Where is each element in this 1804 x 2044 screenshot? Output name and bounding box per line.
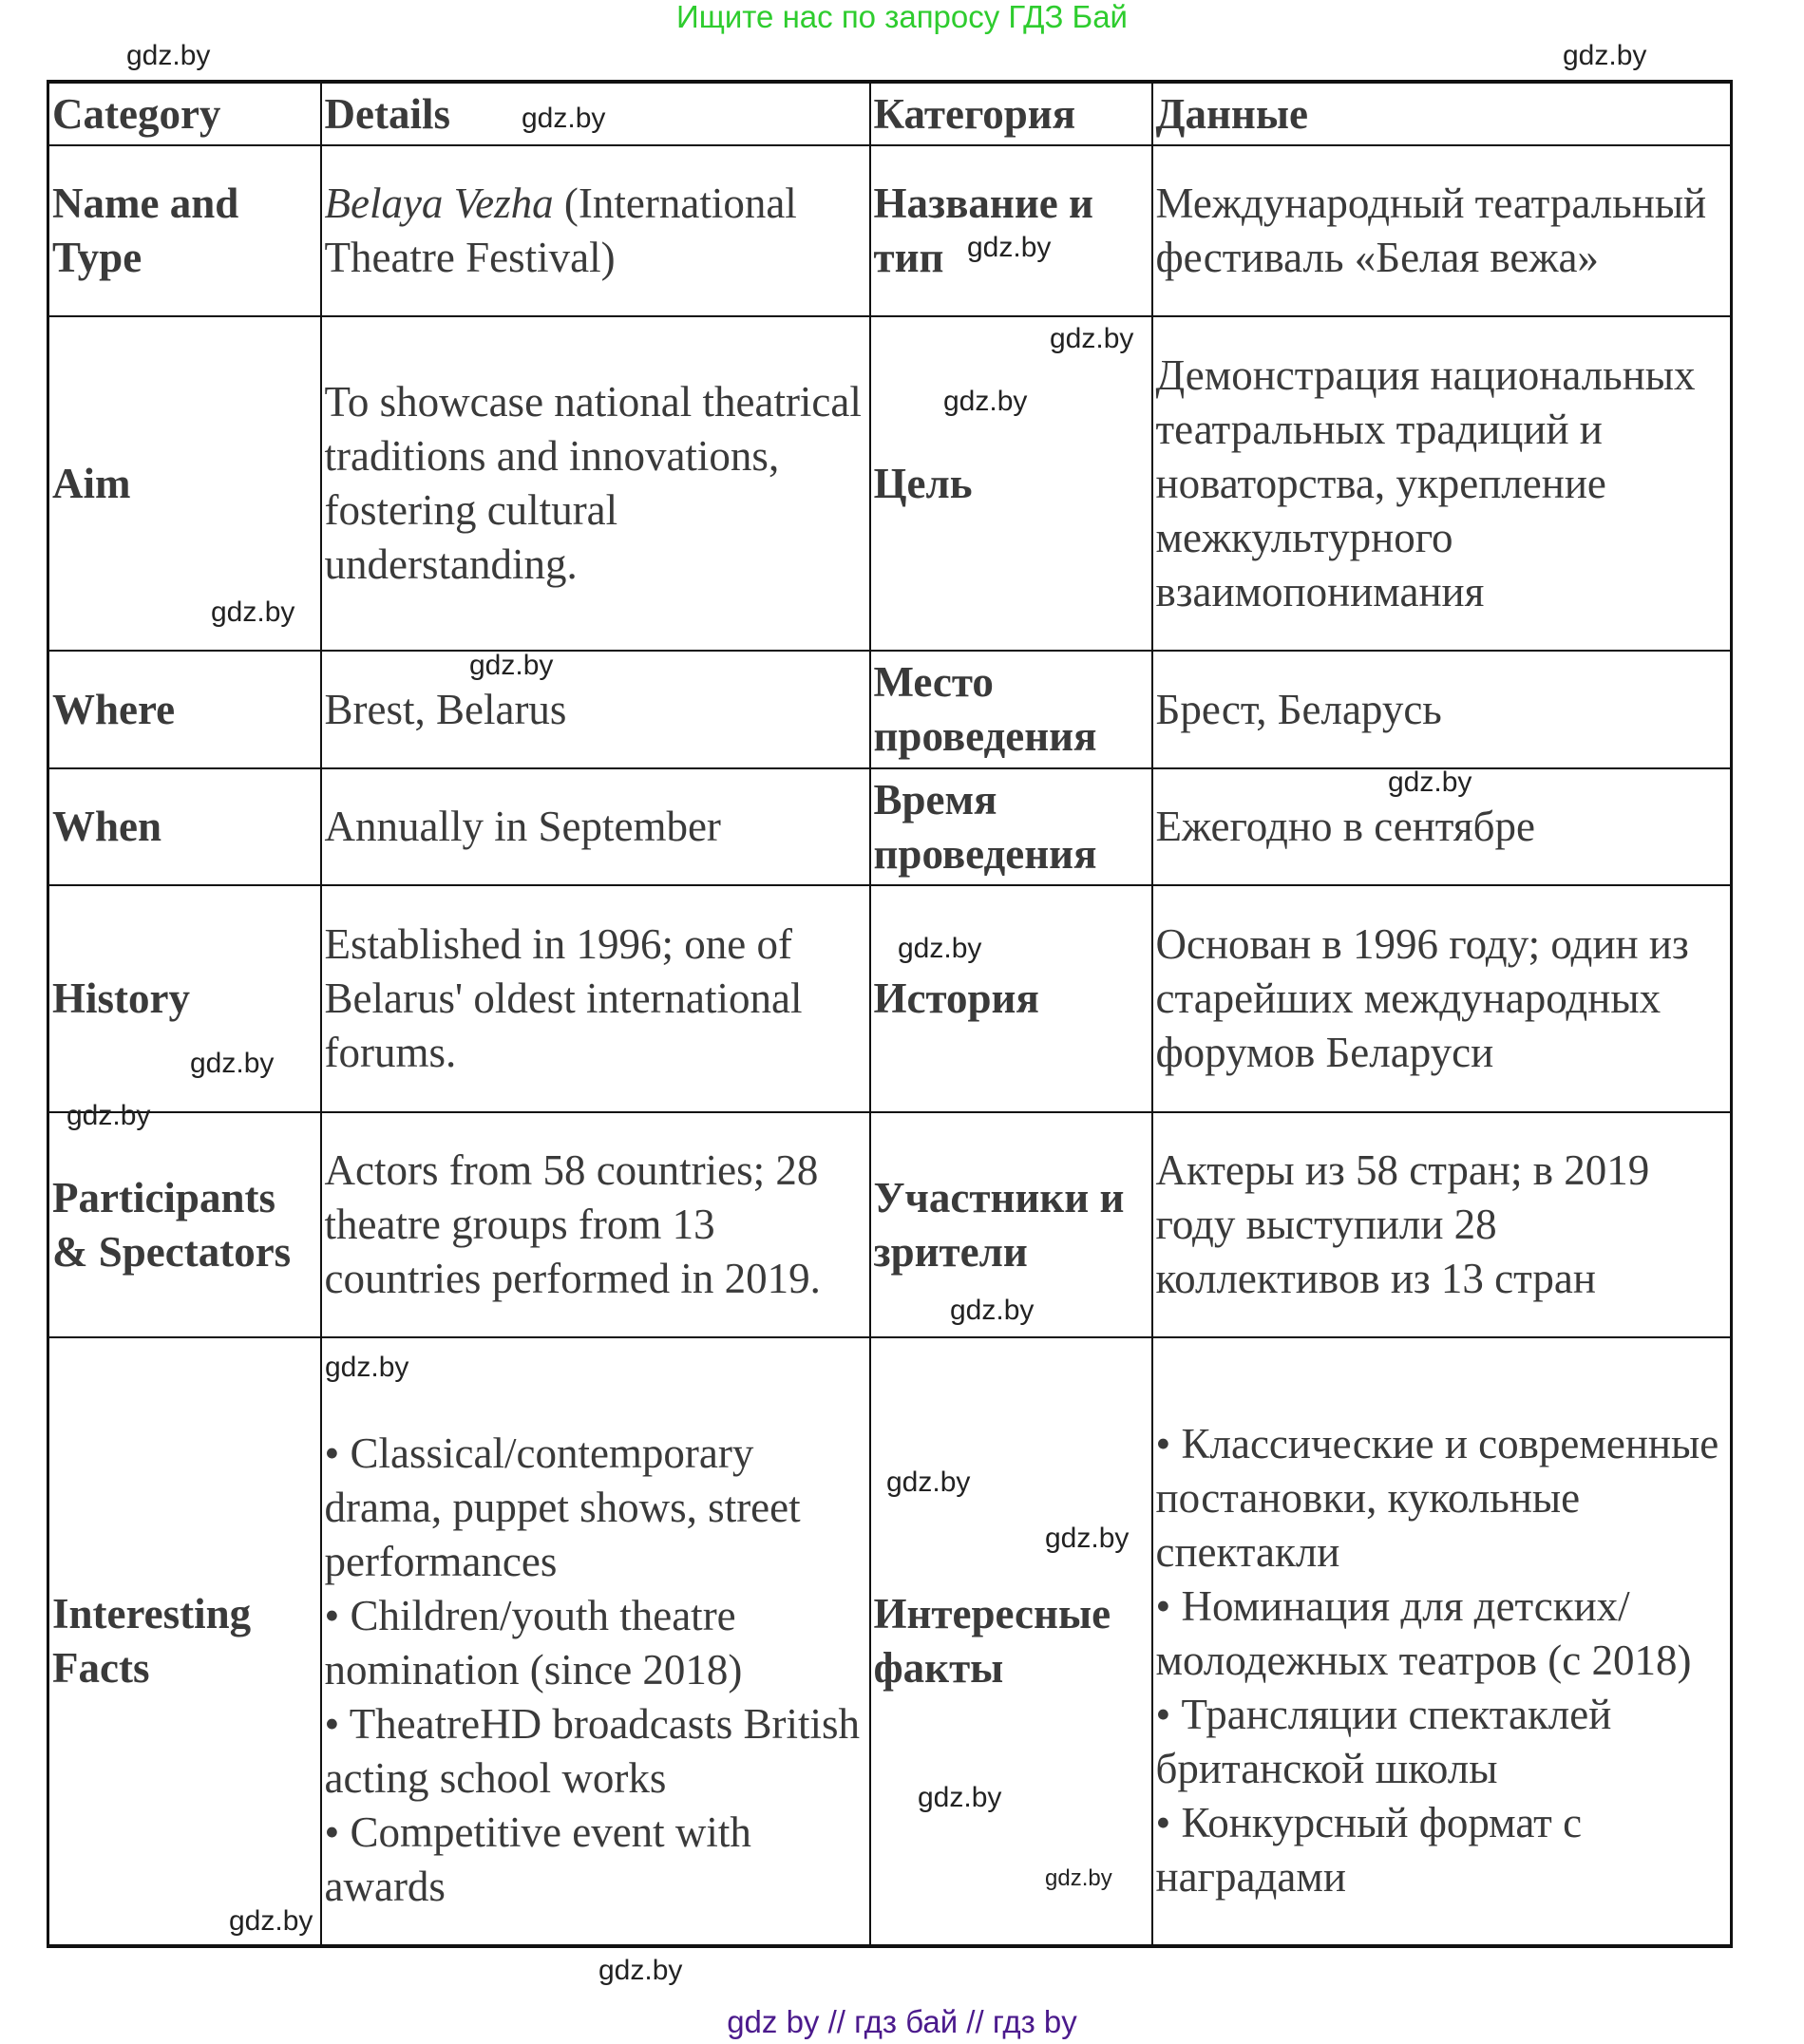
watermark: gdz.by [522,103,606,134]
watermark: gdz.by [918,1782,1002,1813]
watermark: gdz.by [1563,40,1647,71]
fact-item-ru: • Классические и современные постановки, кукольные спектакли [1155,1419,1719,1576]
cell-category-ru: Время проведения [870,768,1152,885]
watermark: gdz.by [211,596,295,628]
cell-category-ru: Участники и зрители [870,1112,1152,1337]
watermark: gdz.by [950,1295,1035,1326]
watermark: gdz.by [325,1352,409,1383]
fact-item: • Classical/contemporary drama, puppet shows, street performances [324,1429,801,1585]
table-row [48,145,1732,316]
watermark: gdz.by [1050,323,1134,354]
festival-type: (International Theatre Festival) [324,180,797,281]
cell-details-ru: Демонстрация национальных театральных традиций и новаторства, укрепление межкультурного взаимопонимания [1152,316,1732,651]
header-category-ru: Категория [870,82,1152,145]
cell-details-ru: Ежегодно в сентябре [1152,768,1732,885]
table-row [48,1337,1732,1946]
cell-details: Annually in September [321,768,870,885]
table-row [48,651,1732,768]
cell-details: To showcase national theatrical traditions and innovations, fostering cultural understanding. [321,316,870,651]
table-row [48,1112,1732,1337]
cell-category-ru: Место проведения [870,651,1152,768]
header-details: Details [321,82,870,145]
watermark: gdz.by [886,1467,971,1498]
fact-item: • TheatreHD broadcasts British acting school works [324,1699,861,1802]
watermark: gdz.by [469,650,554,681]
watermark: gdz.by [598,1955,683,1986]
watermark: gdz.by [1388,766,1472,798]
cell-details-ru: Основан в 1996 году; один из старейших международных форумов Беларуси [1152,885,1732,1112]
table-row [48,768,1732,885]
watermark: gdz.by [943,386,1028,417]
cell-details-ru: Международный театральный фестиваль «Белая вежа» [1152,145,1732,316]
fact-item: • Children/youth theatre nomination (since 2018) [324,1591,743,1694]
cell-details-ru: Брест, Беларусь [1152,651,1732,768]
watermark: gdz.by [126,40,211,71]
cell-details: Brest, Belarus [321,651,870,768]
cell-category: Participants & Spectators [48,1112,321,1337]
festival-table [47,80,1733,1948]
cell-category-ru: Цель [870,316,1152,651]
cell-category-ru: Интересные факты [870,1337,1152,1946]
cell-details [321,1337,870,1946]
top-banner: Ищите нас по запросу ГДЗ Бай [676,0,1128,34]
cell-category: History [48,885,321,1112]
cell-category: Aim [48,316,321,651]
cell-category: Where [48,651,321,768]
fact-item: • Competitive event with awards [324,1807,751,1910]
table-row [48,885,1732,1112]
watermark: gdz.by [1045,1865,1112,1891]
cell-category-ru: История [870,885,1152,1112]
header-category: Category [48,82,321,145]
cell-category: Interesting Facts [48,1337,321,1946]
cell-details [321,145,870,316]
cell-details: Actors from 58 countries; 28 theatre groups from 13 countries performed in 2019. [321,1112,870,1337]
cell-category: When [48,768,321,885]
header-details-ru: Данные [1152,82,1732,145]
watermark: gdz.by [1045,1523,1130,1554]
cell-details-ru: Актеры из 58 стран; в 2019 году выступили 28 коллективов из 13 стран [1152,1112,1732,1337]
cell-details-ru [1152,1337,1732,1946]
watermark: gdz.by [967,232,1052,263]
cell-category-ru: Название и тип [870,145,1152,316]
cell-category: Name and Type [48,145,321,316]
bottom-banner: gdz by // гдз бай // гдз by [727,2004,1077,2039]
watermark: gdz.by [190,1048,275,1079]
watermark: gdz.by [66,1100,151,1131]
cell-details: Established in 1996; one of Belarus' oldest international forums. [321,885,870,1112]
fact-item-ru: • Конкурсный формат с наградами [1155,1798,1583,1901]
fact-item-ru: • Номинация для детских/молодежных театров (с 2018) [1155,1581,1692,1684]
festival-name: Belaya Vezha [324,180,554,227]
fact-item-ru: • Трансляции спектаклей британской школы [1155,1690,1612,1792]
watermark: gdz.by [229,1905,313,1937]
table-header-row [48,82,1732,145]
table-row [48,316,1732,651]
watermark: gdz.by [898,933,982,964]
